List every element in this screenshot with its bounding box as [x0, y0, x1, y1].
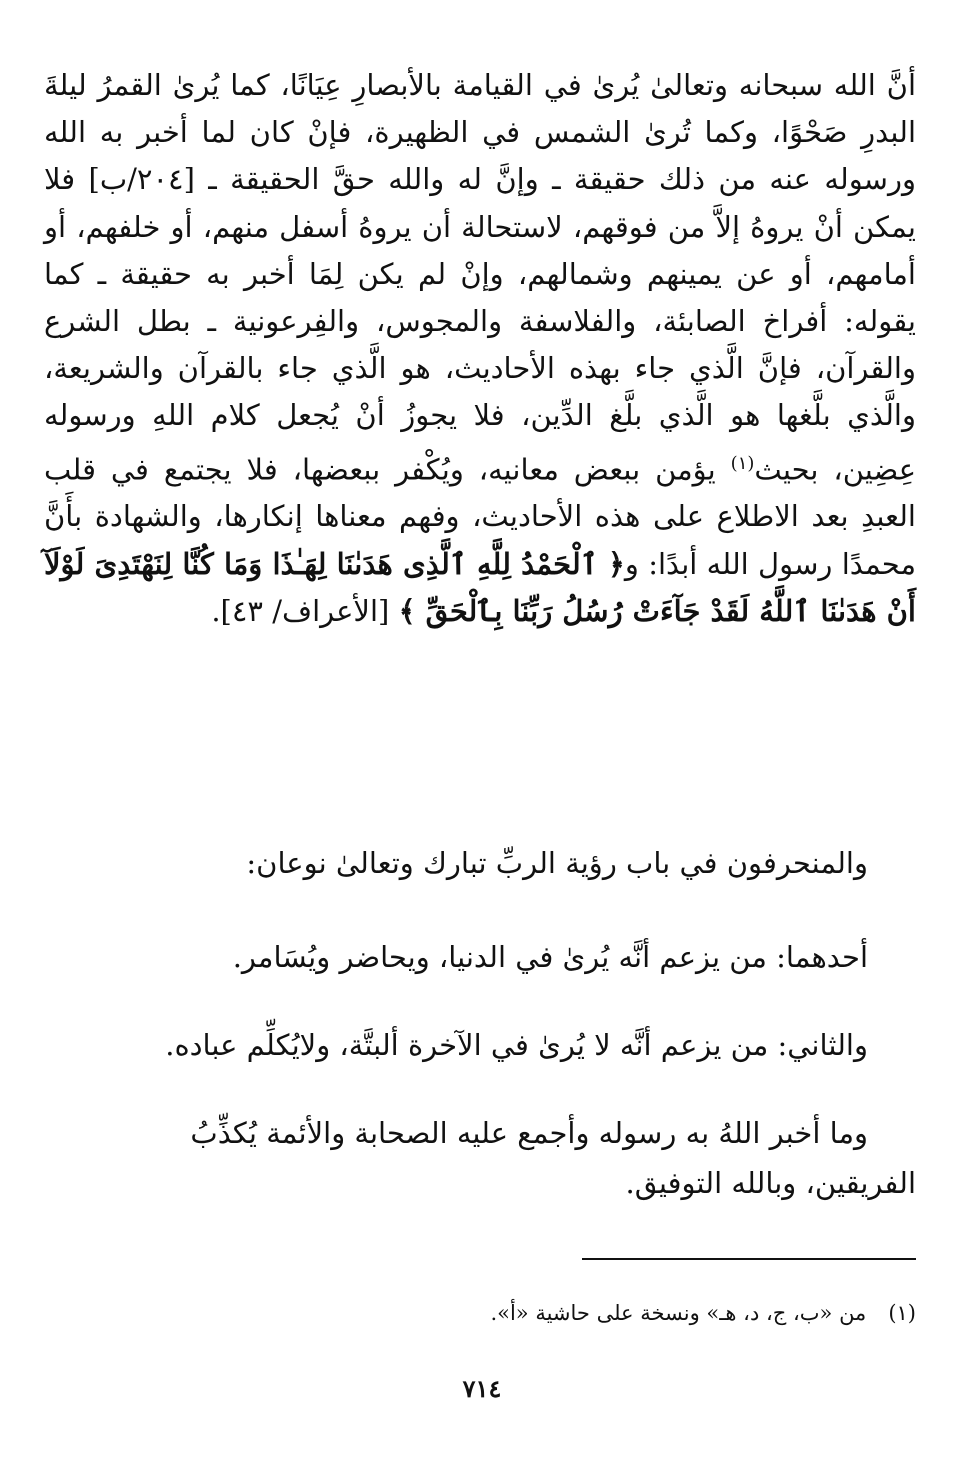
conclusion-line-1: وما أخبر اللهُ به رسوله وأجمع عليه الصحابة والأئمة يُكذِّبُ	[190, 1116, 868, 1150]
footnote-number: (١)	[888, 1301, 916, 1325]
conclusion-line-2: الفريقين، وبالله التوفيق.	[625, 1166, 916, 1200]
footnote-reference[interactable]: (١)	[730, 452, 755, 474]
quran-citation: [الأعراف/ ٤٣].	[211, 593, 399, 628]
paragraph-second-type: والثاني: من يزعم أنَّه لا يُرىٰ في الآخرة ألبتَّة، ولايُكلِّم عباده.	[165, 1028, 868, 1062]
paragraph-deviants-types: والمنحرفون في باب رؤية الربِّ تبارك وتعالىٰ نوعان:	[246, 846, 868, 880]
paragraph-first-type: أحدهما: من يزعم أنَّه يُرىٰ في الدنيا، ويحاضر ويُسَامر.	[232, 940, 868, 974]
quran-verse: ﴿ ٱلْحَمْدُ لِلَّهِ ٱلَّذِى هَدَىٰنَا لِهَـٰذَا وَمَا كُنَّا لِنَهْتَدِىَ لَوْلَآ أَنْ هَدَىٰنَا ٱللَّهُ لَقَدْ جَآءَتْ رُسُلُ رَبِّنَا بِٱلْحَقِّ ﴾	[44, 546, 916, 628]
footnote	[200, 1298, 916, 1328]
page-number: ٧١٤	[462, 1374, 502, 1403]
main-text-part1: أنَّ الله سبحانه وتعالىٰ يُرىٰ في القيامة بالأبصارِ عِيَانًا، كما يُرىٰ القمرُ ليلةَ البدرِ صَحْوًا، وكما تُرىٰ الشمس في الظهيرة، فإنْ كان لما أخبر به الله ورسوله عنه من ذلك حقيقة ـ وإنَّ له والله حقَّ الحقيقة ـ [٢٠٤/ب] فلا يمكن أنْ يروهُ إلاَّ من فوقهم، لاستحالة أن يروهُ أسفل منهم، أو خلفهم، أو أمامهم، أو عن يمينهم وشمالهم، وإنْ لم يكن لِمَا أخبر به حقيقة ـ كما يقوله: أفراخ الصابئة، والفلاسفة والمجوس، والفِرعونية ـ بطل الشرع والقرآن، فإنَّ الَّذي جاء بهذه الأحاديث، هو الَّذي جاء بالقرآن والشريعة، والَّذي بلَّغها هو الَّذي بلَّغ الدِّين، فلا يجوزُ أنْ يُجعل كلام اللهِ ورسوله عِضِين، بحيث	[44, 68, 916, 487]
main-text-part2: يؤمن ببعض معانيه، ويُكْفر ببعضها، فلا يجتمع في قلب العبدِ بعد الاطلاع على هذه الأحاديث، وفهم معناها إنكارها، والشهادة بأَنَّ محمدًا رسول الله أبدًا: و	[44, 452, 916, 581]
footnote-divider	[582, 1258, 916, 1260]
main-paragraph	[44, 62, 916, 635]
paragraph-conclusion	[44, 1108, 916, 1208]
footnote-text: من «ب، ج، د، هـ» ونسخة على حاشية «أ».	[490, 1301, 867, 1325]
